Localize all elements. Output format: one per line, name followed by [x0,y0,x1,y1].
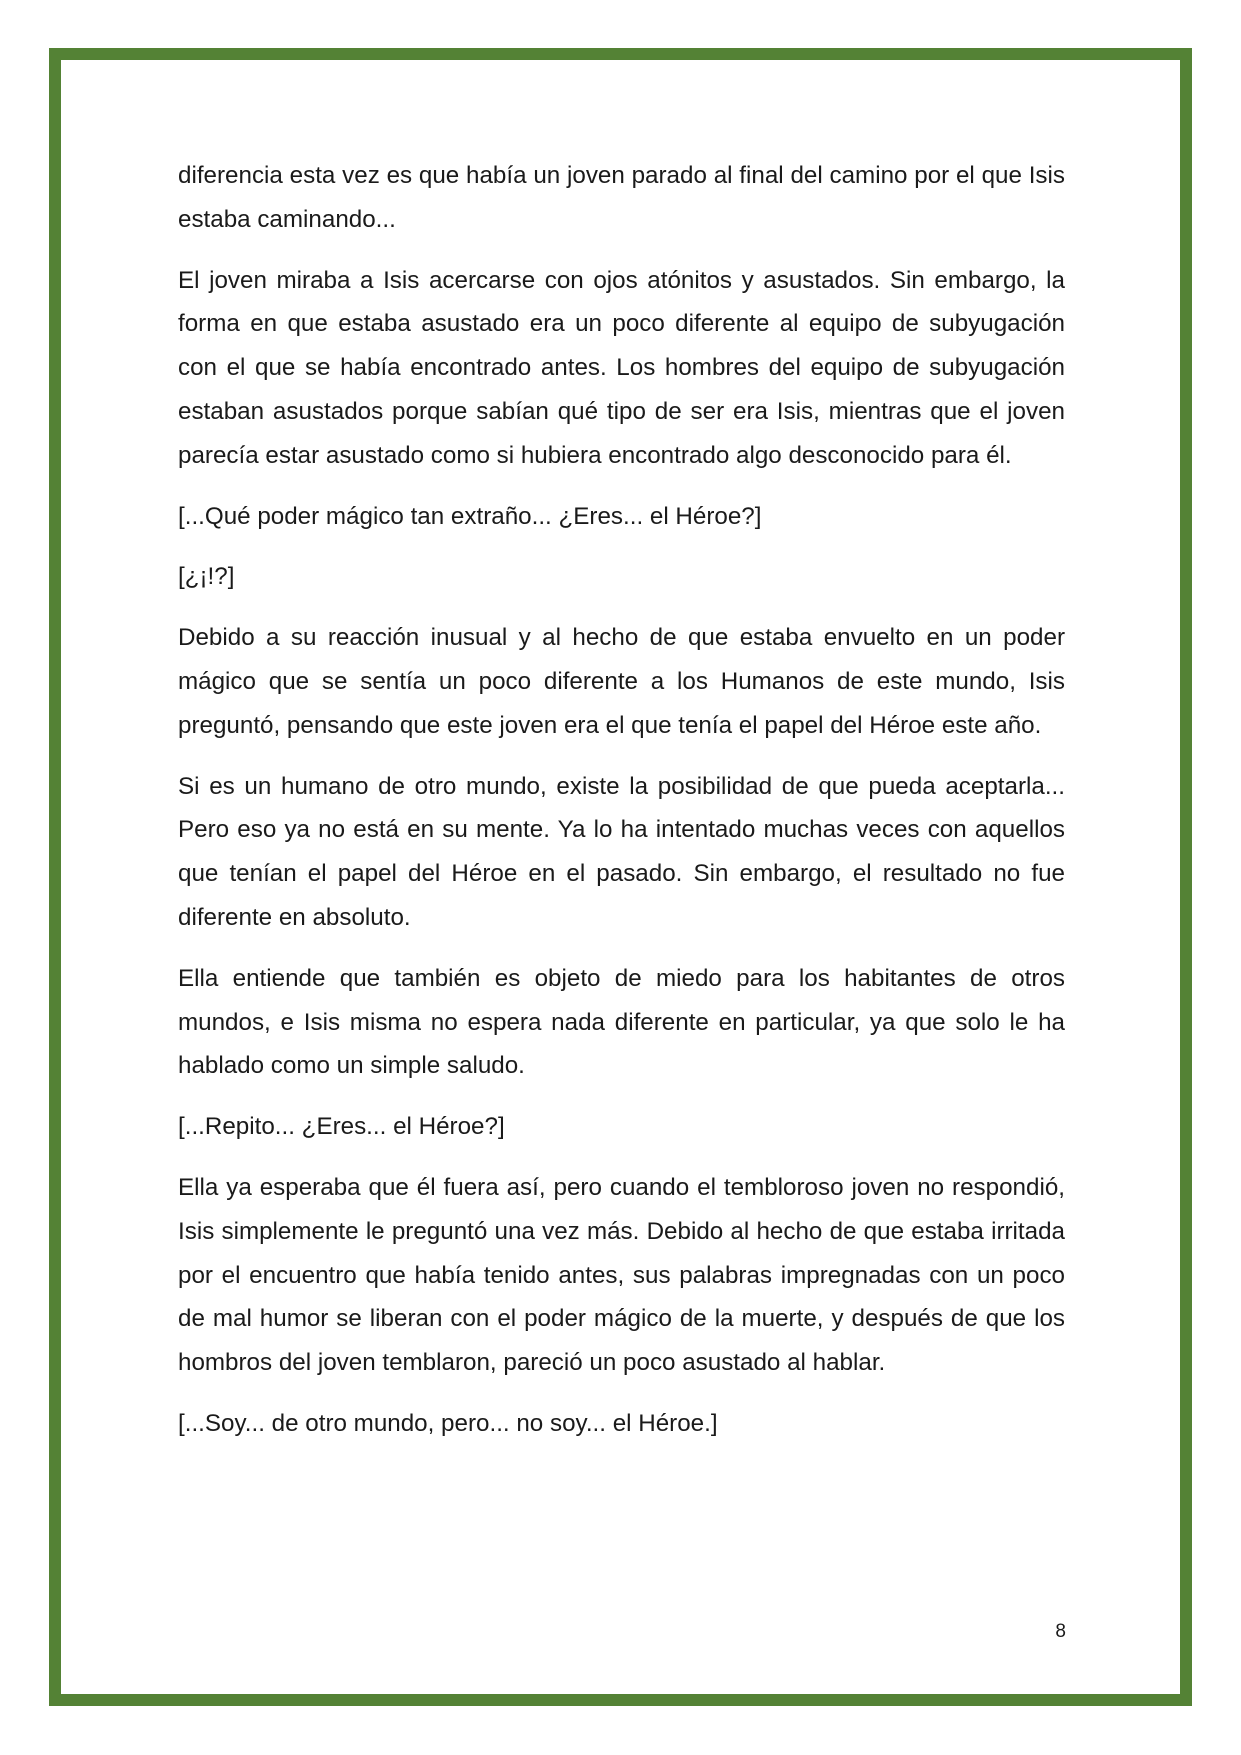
dialog-line: [¿¡!?] [178,563,235,591]
document-body [178,154,1065,1463]
page-number: 8 [1055,1621,1066,1642]
dialog-line: [...Repito... ¿Eres... el Héroe?] [178,1113,505,1141]
paragraph: El joven miraba a Isis acercarse con ojos atónitos y asustados. Sin embargo, la forma en que estaba asustado era un poco diferente al equipo de subyugación con el que se había encontrado antes. Los hombres del equipo de subyugación estaban asustados porque sabían qué tipo de ser era Isis, mientras que el joven parecía estar asustado como si hubiera encontrado algo desconocido para él. [178,266,1065,469]
dialog-line: [...Soy... de otro mundo, pero... no soy... el Héroe.] [178,1409,718,1437]
dialog-line: [...Qué poder mágico tan extraño... ¿Eres... el Héroe?] [178,502,762,530]
paragraph: Ella entiende que también es objeto de miedo para los habitantes de otros mundos, e Isis misma no espera nada diferente en particular, ya que solo le ha hablado como un simple saludo. [178,964,1065,1080]
paragraph: diferencia esta vez es que había un joven parado al final del camino por el que Isis estaba caminando... [178,162,1065,233]
paragraph: Ella ya esperaba que él fuera así, pero cuando el tembloroso joven no respondió, Isis simplemente le preguntó una vez más. Debido al hecho de que estaba irritada por el encuentro que había tenido antes, sus palabras impregnadas con un poco de mal humor se liberan con el poder mágico de la muerte, y después de que los hombros del joven temblaron, pareció un poco asustado al hablar. [178,1173,1065,1377]
paragraph: Si es un humano de otro mundo, existe la posibilidad de que pueda aceptarla... Pero eso ya no está en su mente. Ya lo ha intentado muchas veces con aquellos que tenían el papel del Héroe en el pasado. Sin embargo, el resultado no fue diferente en absoluto. [178,772,1065,931]
paragraph: Debido a su reacción inusual y al hecho de que estaba envuelto en un poder mágico que se sentía un poco diferente a los Humanos de este mundo, Isis preguntó, pensando que este joven era el que tenía el papel del Héroe este año. [178,624,1065,739]
